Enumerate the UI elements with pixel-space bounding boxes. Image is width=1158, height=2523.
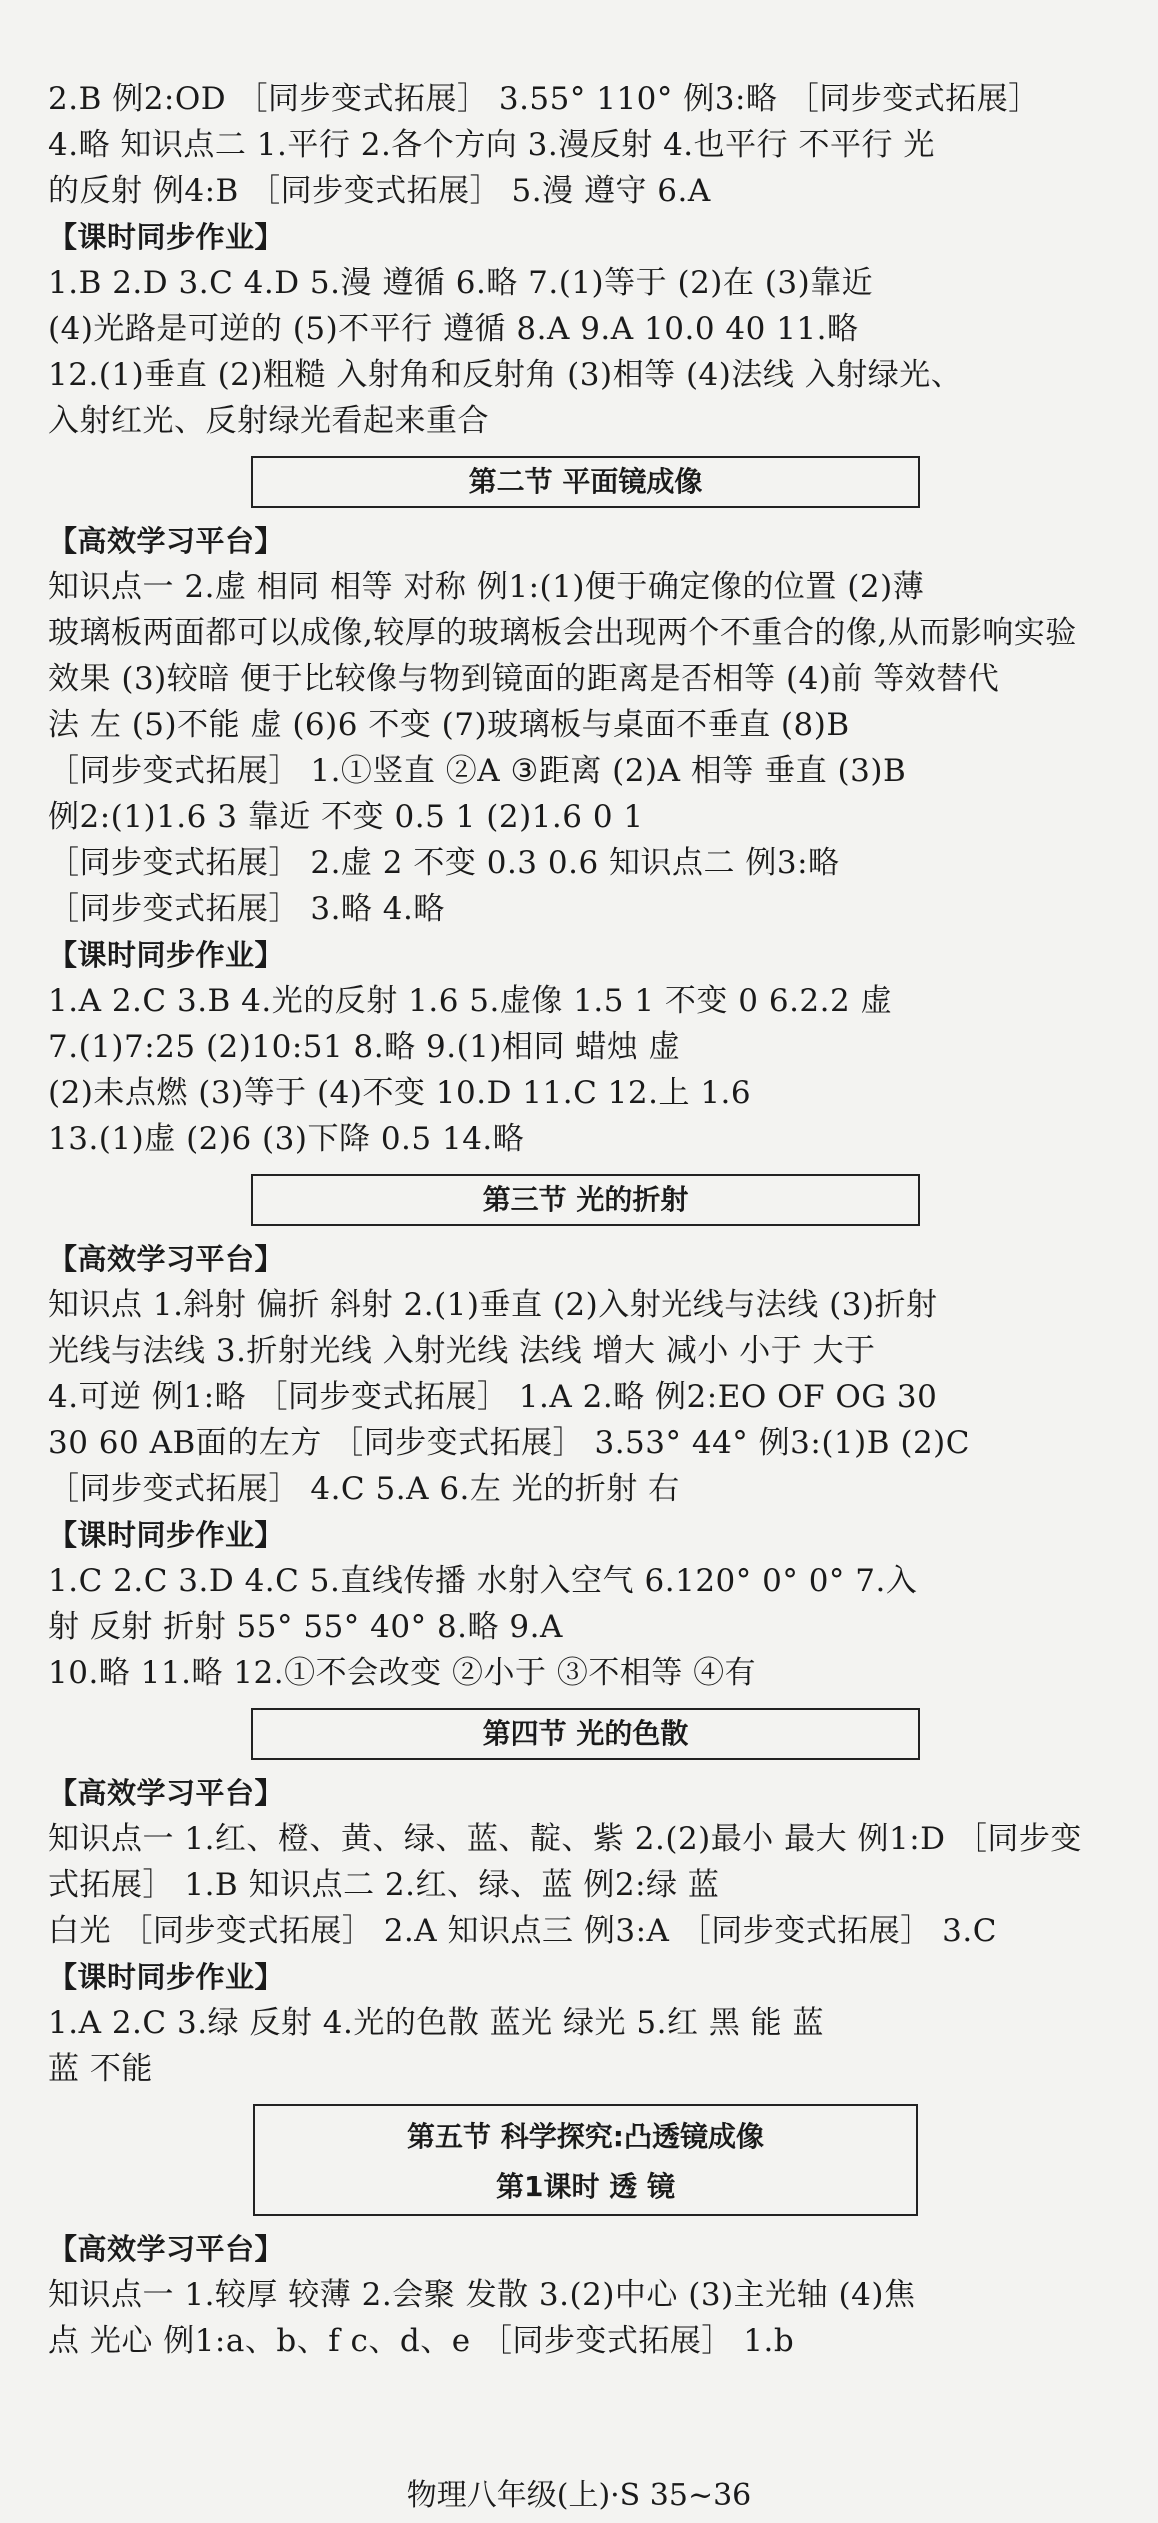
section-title-box: 第三节 光的折射 (251, 1174, 920, 1226)
answer-line: 例2:(1)1.6 3 靠近 不变 0.5 1 (2)1.6 0 1 (48, 799, 644, 835)
answer-line: 蓝 不能 (48, 2051, 153, 2087)
section-heading: 【高效学习平台】 (48, 1776, 285, 1810)
answer-line: 知识点一 2.虚 相同 相等 对称 例1:(1)便于确定像的位置 (2)薄 (48, 569, 925, 605)
section-heading: 【课时同步作业】 (48, 220, 285, 254)
section-heading: 【课时同步作业】 (48, 1518, 285, 1552)
section-title-box: 第二节 平面镜成像 (251, 456, 920, 508)
answer-line: 12.(1)垂直 (2)粗糙 入射角和反射角 (3)相等 (4)法线 入射绿光、 (48, 357, 963, 393)
section-title: 第五节 科学探究:凸透镜成像 (407, 2120, 764, 2153)
answer-line: 1.C 2.C 3.D 4.C 5.直线传播 水射入空气 6.120° 0° 0° 7.入 (48, 1563, 918, 1599)
answer-line: 30 60 AB面的左方 ［同步变式拓展］ 3.53° 44° 例3:(1)B (2)C (48, 1425, 970, 1461)
answer-line: 射 反射 折射 55° 55° 40° 8.略 9.A (48, 1609, 563, 1645)
section-heading: 【高效学习平台】 (48, 1242, 285, 1276)
answer-line: ［同步变式拓展］ 2.虚 2 不变 0.3 0.6 知识点二 例3:略 (48, 845, 840, 881)
answer-line: 效果 (3)较暗 便于比较像与物到镜面的距离是否相等 (4)前 等效替代 (48, 661, 1000, 697)
answer-line: 10.略 11.略 12.①不会改变 ②小于 ③不相等 ④有 (48, 1655, 757, 1691)
section-title-box (253, 2104, 918, 2216)
answer-line: 2.B 例2:OD ［同步变式拓展］ 3.55° 110° 例3:略 ［同步变式拓展］ (48, 81, 1040, 117)
answer-line: 7.(1)7:25 (2)10:51 8.略 9.(1)相同 蜡烛 虚 (48, 1029, 681, 1065)
answer-line: (2)未点燃 (3)等于 (4)不变 10.D 11.C 12.上 1.6 (48, 1075, 752, 1111)
section-heading: 【课时同步作业】 (48, 938, 285, 972)
answer-line: (4)光路是可逆的 (5)不平行 遵循 8.A 9.A 10.0 40 11.略 (48, 311, 859, 347)
answer-line: 4.略 知识点二 1.平行 2.各个方向 3.漫反射 4.也平行 不平行 光 (48, 127, 935, 163)
answer-line: 1.A 2.C 3.B 4.光的反射 1.6 5.虚像 1.5 1 不变 0 6.2.2 虚 (48, 983, 893, 1019)
answer-line: 入射红光、反射绿光看起来重合 (48, 403, 489, 439)
answer-line: 4.可逆 例1:略 ［同步变式拓展］ 1.A 2.略 例2:EO OF OG 30 (48, 1379, 938, 1415)
answer-line: 1.B 2.D 3.C 4.D 5.漫 遵循 6.略 7.(1)等于 (2)在 (3)靠近 (48, 265, 874, 301)
answer-line: 白光 ［同步变式拓展］ 2.A 知识点三 例3:A ［同步变式拓展］ 3.C (48, 1913, 997, 1949)
answer-line: 点 光心 例1:a、b、f c、d、e ［同步变式拓展］ 1.b (48, 2323, 795, 2359)
answer-line: 玻璃板两面都可以成像,较厚的玻璃板会出现两个不重合的像,从而影响实验 (48, 615, 1077, 651)
answer-line: ［同步变式拓展］ 1.①竖直 ②A ③距离 (2)A 相等 垂直 (3)B (48, 753, 907, 789)
answer-line: 式拓展］ 1.B 知识点二 2.红、绿、蓝 例2:绿 蓝 (48, 1867, 720, 1903)
answer-line: 知识点一 1.红、橙、黄、绿、蓝、靛、紫 2.(2)最小 最大 例1:D ［同步变 (48, 1821, 1082, 1857)
answer-line: 1.A 2.C 3.绿 反射 4.光的色散 蓝光 绿光 5.红 黑 能 蓝 (48, 2005, 825, 2041)
answer-line: 法 左 (5)不能 虚 (6)6 不变 (7)玻璃板与桌面不垂直 (8)B (48, 707, 850, 743)
answer-line: 知识点 1.斜射 偏折 斜射 2.(1)垂直 (2)入射光线与法线 (3)折射 (48, 1287, 938, 1323)
section-heading: 【高效学习平台】 (48, 2232, 285, 2266)
answer-line: ［同步变式拓展］ 3.略 4.略 (48, 891, 445, 927)
answer-line: 的反射 例4:B ［同步变式拓展］ 5.漫 遵守 6.A (48, 173, 711, 209)
answer-line: 知识点一 1.较厚 较薄 2.会聚 发散 3.(2)中心 (3)主光轴 (4)焦 (48, 2277, 916, 2313)
section-heading: 【高效学习平台】 (48, 524, 285, 558)
answer-content (48, 76, 1123, 2364)
section-heading: 【课时同步作业】 (48, 1960, 285, 1994)
answer-line: 13.(1)虚 (2)6 (3)下降 0.5 14.略 (48, 1121, 525, 1157)
answer-line: 光线与法线 3.折射光线 入射光线 法线 增大 减小 小于 大于 (48, 1333, 876, 1369)
section-title-box: 第四节 光的色散 (251, 1708, 920, 1760)
page-footer: 物理八年级(上)·S 35~36 (406, 2478, 752, 2513)
answer-line: ［同步变式拓展］ 4.C 5.A 6.左 光的折射 右 (48, 1471, 680, 1507)
lesson-subtitle: 第1课时 透 镜 (496, 2170, 675, 2203)
